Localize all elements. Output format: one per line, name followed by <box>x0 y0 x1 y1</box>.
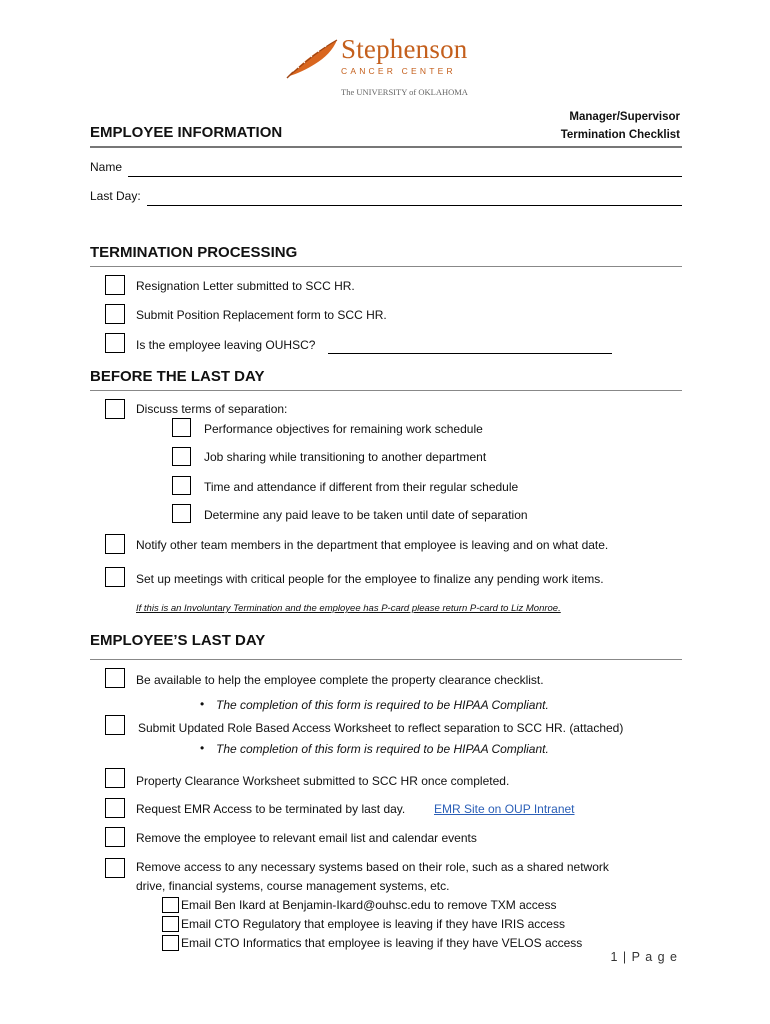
item-resignation-letter: Resignation Letter submitted to SCC HR. <box>136 279 355 293</box>
checkbox-emr-access[interactable] <box>105 798 125 818</box>
section-last-day-rule <box>90 659 682 660</box>
checkbox-property-clearance-help[interactable] <box>105 668 125 688</box>
item-time-attendance: Time and attendance if different from their regular schedule <box>204 480 519 494</box>
checkbox-email-cto-informatics[interactable] <box>162 935 179 951</box>
bullet-icon: • <box>200 697 205 711</box>
form-title <box>561 108 680 144</box>
checkbox-job-sharing[interactable] <box>172 447 191 466</box>
hipaa-note-1: The completion of this form is required to be HIPAA Compliant. <box>216 698 549 712</box>
item-property-clearance-worksheet: Property Clearance Worksheet submitted to SCC HR once completed. <box>136 774 510 788</box>
section-termination-rule <box>90 266 682 267</box>
item-discuss-terms: Discuss terms of separation: <box>136 402 288 416</box>
form-title-line2: Termination Checklist <box>560 129 680 141</box>
section-termination-title: TERMINATION PROCESSING <box>90 244 298 261</box>
checkbox-property-clearance-worksheet[interactable] <box>105 768 125 788</box>
logo-university: The UNIVERSITY of OKLAHOMA <box>341 87 468 97</box>
checkbox-performance-objectives[interactable] <box>172 418 191 437</box>
item-role-access-worksheet: Submit Updated Role Based Access Worksheet to reflect separation to SCC HR. (attached) <box>138 721 624 735</box>
bullet-icon: • <box>200 741 205 755</box>
checkbox-role-access-worksheet[interactable] <box>105 715 125 735</box>
checkbox-position-replacement[interactable] <box>105 304 125 324</box>
logo <box>285 34 485 98</box>
section-last-day-title: EMPLOYEE’S LAST DAY <box>90 632 266 649</box>
section-before-title: BEFORE THE LAST DAY <box>90 368 265 385</box>
item-remove-system-access-line2: drive, financial systems, course management systems, etc. <box>136 879 450 893</box>
checkbox-email-cto-regulatory[interactable] <box>162 916 179 932</box>
item-remove-email-lists: Remove the employee to relevant email list and calendar events <box>136 831 477 845</box>
name-label: Name <box>90 160 123 174</box>
last-day-field[interactable] <box>147 205 682 206</box>
item-property-clearance-help: Be available to help the employee complete the property clearance checklist. <box>136 673 544 687</box>
page-title: EMPLOYEE INFORMATION <box>90 124 283 141</box>
checkbox-notify-team[interactable] <box>105 534 125 554</box>
checkbox-setup-meetings[interactable] <box>105 567 125 587</box>
emr-site-link[interactable]: EMR Site on OUP Intranet <box>434 802 575 816</box>
logo-name: Stephenson <box>341 34 468 64</box>
hipaa-note-2: The completion of this form is required to be HIPAA Compliant. <box>216 742 549 756</box>
header-divider <box>90 146 682 148</box>
item-email-ben-ikard: Email Ben Ikard at Benjamin-Ikard@ouhsc.edu to remove TXM access <box>181 898 557 912</box>
checkbox-leaving-ouhsc[interactable] <box>105 333 125 353</box>
item-performance-objectives: Performance objectives for remaining work schedule <box>204 422 483 436</box>
checkbox-remove-email-lists[interactable] <box>105 827 125 847</box>
item-notify-team: Notify other team members in the department that employee is leaving and on what date. <box>136 538 609 552</box>
item-remove-system-access-line1: Remove access to any necessary systems based on their role, such as a shared network <box>136 860 609 874</box>
item-job-sharing: Job sharing while transitioning to another department <box>204 450 487 464</box>
checkbox-paid-leave[interactable] <box>172 504 191 523</box>
checkbox-resignation-letter[interactable] <box>105 275 125 295</box>
last-day-label: Last Day: <box>90 189 141 203</box>
item-setup-meetings: Set up meetings with critical people for the employee to finalize any pending work items. <box>136 572 604 586</box>
feather-icon <box>285 36 343 80</box>
checkbox-time-attendance[interactable] <box>172 476 191 495</box>
page-number: 1 | P a g e <box>610 950 678 964</box>
item-emr-access: Request EMR Access to be terminated by last day. <box>136 802 406 816</box>
form-title-line1: Manager/Supervisor <box>569 111 680 123</box>
item-email-cto-regulatory: Email CTO Regulatory that employee is leaving if they have IRIS access <box>181 917 565 931</box>
logo-subtitle: CANCER CENTER <box>341 66 456 76</box>
item-position-replacement: Submit Position Replacement form to SCC HR. <box>136 308 387 322</box>
name-field[interactable] <box>128 176 682 177</box>
item-paid-leave: Determine any paid leave to be taken until date of separation <box>204 508 528 522</box>
item-leaving-ouhsc: Is the employee leaving OUHSC? <box>136 338 316 352</box>
checkbox-remove-system-access[interactable] <box>105 858 125 878</box>
item-email-cto-informatics: Email CTO Informatics that employee is leaving if they have VELOS access <box>181 936 583 950</box>
checkbox-email-ben-ikard[interactable] <box>162 897 179 913</box>
leaving-ouhsc-field[interactable] <box>328 353 612 354</box>
checkbox-discuss-terms[interactable] <box>105 399 125 419</box>
involuntary-termination-note: If this is an Involuntary Termination and the employee has P-card please return P-card to Liz Monroe. <box>136 603 561 614</box>
section-before-rule <box>90 390 682 391</box>
